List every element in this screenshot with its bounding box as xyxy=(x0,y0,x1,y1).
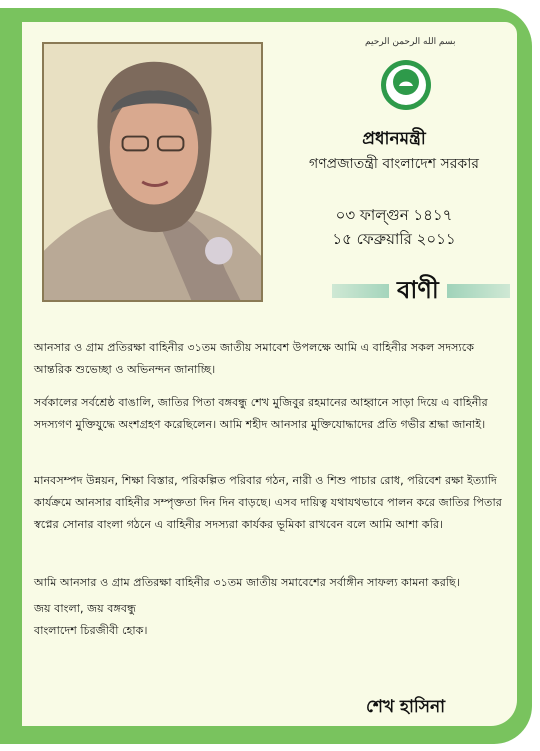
signature: শেখ হাসিনা xyxy=(366,697,446,717)
message-heading: বাণী xyxy=(389,272,447,312)
prime-minister-title: প্রধানমন্ত্রী xyxy=(362,129,426,149)
government-title: গণপ্রজাতন্ত্রী বাংলাদেশ সরকার xyxy=(309,156,479,172)
date-bangla: ০৩ ফাল্গুন ১৪১৭ xyxy=(335,206,453,224)
portrait-photo xyxy=(42,42,263,302)
message-paragraph-2: সর্বকালের সর্বশ্রেষ্ঠ বাঙালি, জাতির পিতা বঙ্গবন্ধু শেখ মুজিবুর রহমানের আহ্বানে সাড়া দিয়ে এ বাহিনীর সদস্যগণ মুক্তিযুদ্ধে অংশগ্রহণ করেছিলেন। আমি শহীদ আনসার মুক্তিযোদ্ধাদের প্রতি গভীর শ্রদ্ধা জানাই। xyxy=(34,396,488,431)
message-paragraph-1: আনসার ও গ্রাম প্রতিরক্ষা বাহিনীর ৩১তম জাতীয় সমাবেশ উপলক্ষে আমি এ বাহিনীর সকল সদস্যকে আন্তরিক শুভেচ্ছা ও অভিনন্দন জানাচ্ছি। xyxy=(34,341,475,376)
date-gregorian: ১৫ ফেব্রুয়ারি ২০১১ xyxy=(332,230,456,248)
closing-line-1: জয় বাংলা, জয় বঙ্গবন্ধু xyxy=(34,602,137,615)
message-page xyxy=(22,22,517,726)
message-paragraph-3: মানবসম্পদ উন্নয়ন, শিক্ষা বিস্তার, পরিকল্পিত পরিবার গঠন, নারী ও শিশু পাচার রোধ, পরিবেশ রক্ষা ইত্যাদি কার্যক্রমে আনসার বাহিনীর সম্পৃক্ততা দিন দিন বাড়ছে। এসব দায়িত্ব যথাযথভাবে পালন করে জাতির পিতার স্বপ্নের সোনার বাংলা গঠনে এ বাহিনীর সদস্যরা কার্যকর ভূমিকা রাখবেন বলে আমি আশা করি। xyxy=(34,474,502,531)
closing-lines xyxy=(34,598,334,642)
closing-line-2: বাংলাদেশ চিরজীবী হোক। xyxy=(34,624,148,637)
bangladesh-government-seal-icon xyxy=(379,58,433,112)
message-paragraph-4: আমি আনসার ও গ্রাম প্রতিরক্ষা বাহিনীর ৩১তম জাতীয় সমাবেশের সর্বাঙ্গীন সাফল্য কামনা করছি। xyxy=(34,576,460,589)
bismillah-calligraphy: بسم الله الرحمن الرحيم xyxy=(365,37,456,47)
